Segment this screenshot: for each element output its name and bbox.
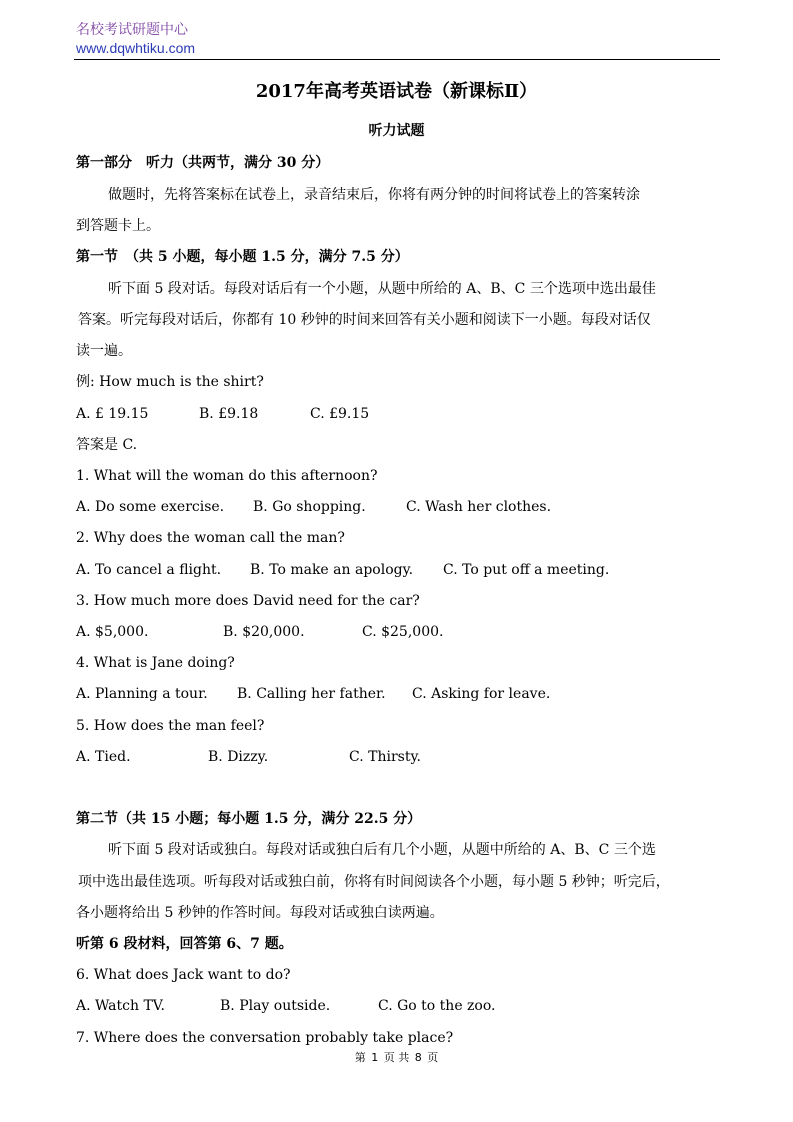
question-2-option-a: A. To cancel a flight. xyxy=(76,562,222,578)
page-number: 1 xyxy=(371,1051,379,1064)
section1-intro-line: 读一遍。 xyxy=(76,343,132,359)
section2-intro-line: 各小题将给出 5 秒钟的作答时间。每段对话或独白读两遍。 xyxy=(76,905,444,921)
question-5-option-a: A. Tied. xyxy=(76,749,131,765)
question-3: 3. How much more does David need for the car? xyxy=(76,593,420,609)
page-total: 8 xyxy=(414,1051,422,1064)
footer-middle: 页 共 xyxy=(383,1051,410,1064)
question-4-option-a: A. Planning a tour. xyxy=(76,686,208,702)
footer-prefix: 第 xyxy=(354,1051,366,1064)
question-5: 5. How does the man feel? xyxy=(76,718,265,734)
question-3-option-a: A. $5,000. xyxy=(76,624,149,640)
question-4: 4. What is Jane doing? xyxy=(76,655,235,671)
example-option: B. £9.18 xyxy=(199,406,259,422)
question-2: 2. Why does the woman call the man? xyxy=(76,530,345,546)
part1-heading: 第一部分 听力（共两节，满分 30 分） xyxy=(76,155,330,171)
section1-intro-line: 答案。听完每段对话后，你都有 10 秒钟的时间来回答有关小题和阅读下一小题。每段对话仅 xyxy=(78,312,651,328)
material-heading: 听第 6 段材料，回答第 6、7 题。 xyxy=(76,936,293,952)
example-answer: 答案是 C. xyxy=(76,437,138,453)
question-4-option-c: C. Asking for leave. xyxy=(412,686,551,702)
question-1-option-b: B. Go shopping. xyxy=(253,499,366,515)
part1-intro-line: 到答题卡上。 xyxy=(76,218,160,234)
footer-suffix: 页 xyxy=(427,1051,439,1064)
site-name: 名校考试研题中心 xyxy=(76,22,188,38)
section1-heading: 第一节 （共 5 小题，每小题 1.5 分，满分 7.5 分） xyxy=(76,249,409,265)
question-4-option-b: B. Calling her father. xyxy=(237,686,386,702)
page-subtitle: 听力试题 xyxy=(368,123,425,139)
question-6: 6. What does Jack want to do? xyxy=(76,967,291,983)
question-6-option-c: C. Go to the zoo. xyxy=(378,998,496,1014)
question-7: 7. Where does the conversation probably take place? xyxy=(76,1030,454,1046)
site-url[interactable]: www.dqwhtiku.com xyxy=(76,40,196,56)
page-footer xyxy=(0,1051,793,1065)
example-option: C. £9.15 xyxy=(310,406,370,422)
question-1-option-a: A. Do some exercise. xyxy=(76,499,225,515)
section2-intro-line: 项中选出最佳选项。听每段对话或独白前，你将有时间阅读各个小题，每小题 5 秒钟；听完后， xyxy=(78,874,670,890)
question-1-option-c: C. Wash her clothes. xyxy=(406,499,552,515)
question-6-option-a: A. Watch TV. xyxy=(76,998,165,1014)
question-3-option-b: B. $20,000. xyxy=(223,624,305,640)
question-6-option-b: B. Play outside. xyxy=(220,998,331,1014)
question-2-option-c: C. To put off a meeting. xyxy=(443,562,610,578)
section1-intro-line: 听下面 5 段对话。每段对话后有一个小题，从题中所给的 A、B、C 三个选项中选出最佳 xyxy=(108,281,656,297)
example-question: 例: How much is the shirt? xyxy=(76,374,264,390)
example-option: A. £ 19.15 xyxy=(76,406,149,422)
header-divider xyxy=(74,59,720,60)
part1-intro-line: 做题时，先将答案标在试卷上，录音结束后，你将有两分钟的时间将试卷上的答案转涂 xyxy=(108,187,640,203)
question-5-option-b: B. Dizzy. xyxy=(208,749,269,765)
section2-heading: 第二节（共 15 小题；每小题 1.5 分，满分 22.5 分） xyxy=(76,811,422,827)
question-2-option-b: B. To make an apology. xyxy=(250,562,414,578)
section2-intro-line: 听下面 5 段对话或独白。每段对话或独白后有几个小题，从题中所给的 A、B、C 三个选 xyxy=(108,842,656,858)
question-5-option-c: C. Thirsty. xyxy=(349,749,421,765)
question-1: 1. What will the woman do this afternoon? xyxy=(76,468,378,484)
question-3-option-c: C. $25,000. xyxy=(362,624,444,640)
page-title: 2017年高考英语试卷（新课标Ⅱ） xyxy=(255,81,538,102)
